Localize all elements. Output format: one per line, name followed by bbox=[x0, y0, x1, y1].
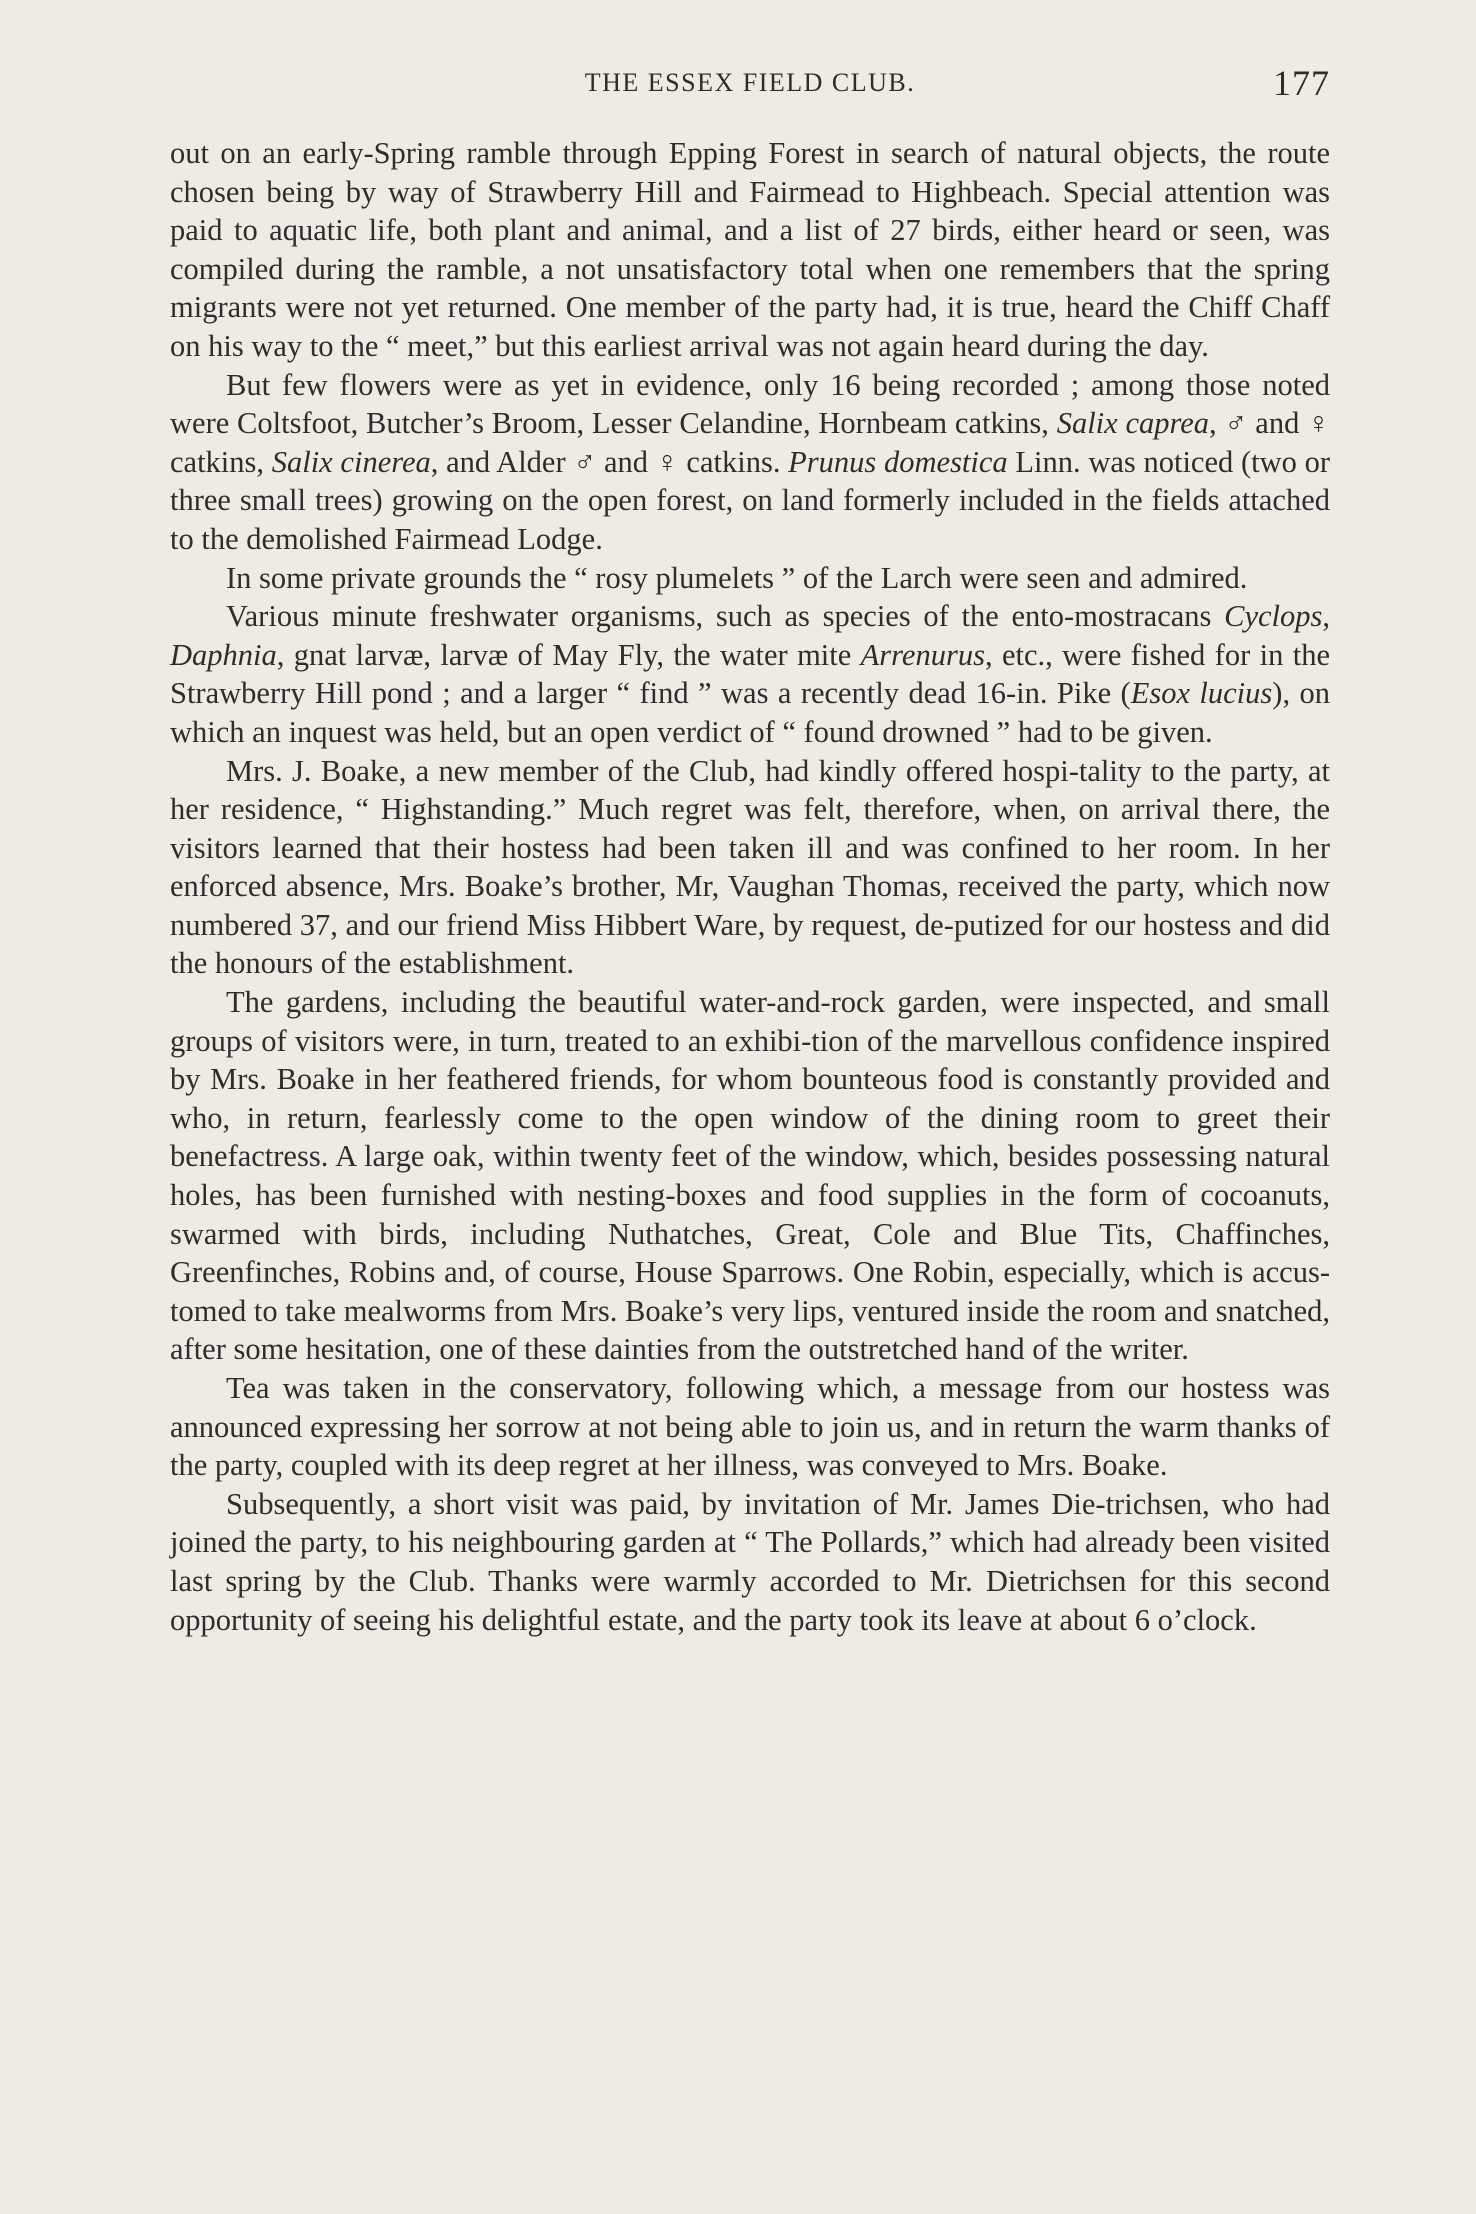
paragraph-flowers: But few flowers were as yet in evidence, only 16 being recorded ; among those noted were Coltsfoot, Butcher’s Broom, Lesser Celandine, Hornbeam catkins, Salix caprea, ♂ and ♀ catkins, Salix cinerea, and Alder ♂ and ♀ catkins. Prunus domestica Linn. was noticed (two or three small trees) growing on the open forest, on land formerly included in the fields attached to the demolished Fairmead Lodge. bbox=[170, 367, 1331, 556]
paragraph-gardens: The gardens, including the beautiful water-and-rock garden, were inspected, and small groups of visitors were, in turn, treated to an exhibi-tion of the marvellous confidence inspired by Mrs. Boake in her feathered friends, for whom bounteous food is constantly provided and who, in return, fearlessly come to the open window of the dining room to greet their benefactress. A large oak, within twenty feet of the window, which, besides possessing natural holes, has been furnished with nesting-boxes and food supplies in the form of cocoanuts, swarmed with birds, including Nuthatches, Great, Cole and Blue Tits, Chaffinches, Greenfinches, Robins and, of course, House Sparrows. One Robin, especially, which is accus-tomed to take mealworms from Mrs. Boake’s very lips, ventured inside the room and snatched, after some hesitation, one of these dainties from the outstretched hand of the writer. bbox=[170, 985, 1330, 1367]
paragraph-mrs-boake: Mrs. J. Boake, a new member of the Club, had kindly offered hospi-tality to the party, at her residence, “ Highstanding.” Much regret was felt, therefore, when, on arrival there, the visitors learned that their hostess had been taken ill and was confined to her room. In her enforced absence, Mrs. Boake’s brother, Mr, Vaughan Thomas, received the party, which now numbered 37, and our friend Miss Hibbert Ware, by request, de-putized for our hostess and did the honours of the establishment. bbox=[170, 753, 1330, 981]
page-number: 177 bbox=[1273, 63, 1330, 103]
running-title: THE ESSEX FIELD CLUB. bbox=[584, 68, 916, 97]
body-text bbox=[170, 134, 1330, 1639]
paragraph-tea: Tea was taken in the conservatory, following which, a message from our hostess was announced expressing her sorrow at not being able to join us, and in return the warm thanks of the party, coupled with its deep regret at her illness, was conveyed to Mrs. Boake. bbox=[170, 1371, 1330, 1483]
paragraph-freshwater: Various minute freshwater organisms, such as species of the ento-mostracans Cyclops, Daphnia, gnat larvæ, larvæ of May Fly, the water mite Arrenurus, etc., were fished for in the Strawberry Hill pond ; and a larger “ find ” was a recently dead 16-in. Pike (Esox lucius), on which an inquest was held, but an open verdict of “ found drowned ” had to be given. bbox=[170, 599, 1330, 749]
running-head bbox=[170, 62, 1330, 106]
paragraph-pollards: Subsequently, a short visit was paid, by invitation of Mr. James Die-trichsen, who had joined the party, to his neighbouring garden at “ The Pollards,” which had already been visited last spring by the Club. Thanks were warmly accorded to Mr. Dietrichsen for this second opportunity of seeing his delightful estate, and the party took its leave at about 6 o’clock. bbox=[170, 1486, 1330, 1637]
paragraph-continuation: out on an early-Spring ramble through Epping Forest in search of natural objects, the route chosen being by way of Strawberry Hill and Fairmead to Highbeach. Special attention was paid to aquatic life, both plant and animal, and a list of 27 birds, either heard or seen, was compiled during the ramble, a not unsatisfactory total when one remembers that the spring migrants were not yet returned. One member of the party had, it is true, heard the Chiff Chaff on his way to the “ meet,” but this earliest arrival was not again heard during the day. bbox=[170, 136, 1330, 363]
paragraph-larch: In some private grounds the “ rosy plumelets ” of the Larch were seen and admired. bbox=[226, 560, 1248, 595]
